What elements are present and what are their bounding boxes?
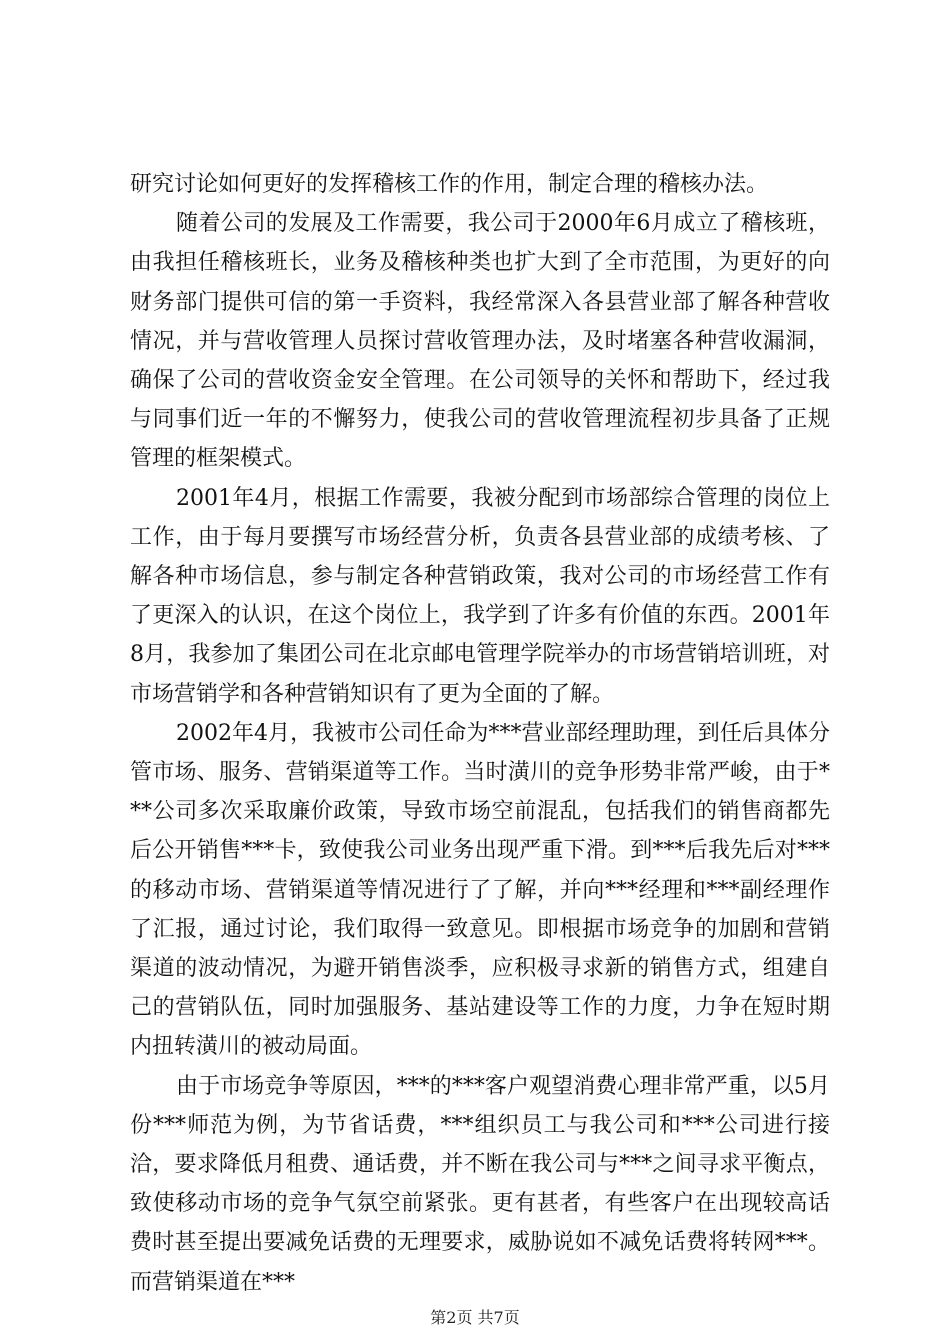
page-number-footer: 第2页 共7页 (430, 1308, 520, 1327)
paragraph-2: 随着公司的发展及工作需要，我公司于2000年6月成立了稽核班，由我担任稽核班长，业务及稽核种类也扩大到了全市范围，为更好的向财务部门提供可信的第一手资料，我经常深入各县营业部了解各种营收情况，并与营收管理人员探讨营收管理办法，及时堵塞各种营收漏洞，确保了公司的营收资金安全管理。在公司领导的关怀和帮助下，经过我与同事们近一年的不懈努力，使我公司的营收管理流程初步具备了正规管理的框架模式。 (130, 211, 830, 472)
paragraph-5: 由于市场竞争等原因，***的***客户观望消费心理非常严重，以5月份***师范为例，为节省话费，***组织员工与我公司和***公司进行接洽，要求降低月租费、通话费，并不断在我公司与***之间寻求平衡点，致使移动市场的竞争气氛空前紧张。更有甚者，有些客户在出现较高话费时甚至提出要减免话费的无理要求，威胁说如不减免话费将转网***。而营销渠道在*** (130, 1073, 830, 1295)
document-body (130, 165, 830, 1302)
paragraph-3: 2001年4月，根据工作需要，我被分配到市场部综合管理的岗位上工作，由于每月要撰写市场经营分析，负责各县营业部的成绩考核、了解各种市场信息，参与制定各种营销政策，我对公司的市场经营工作有了更深入的认识，在这个岗位上，我学到了许多有价值的东西。2001年8月，我参加了集团公司在北京邮电管理学院举办的市场营销培训班，对市场营销学和各种营销知识有了更为全面的了解。 (130, 485, 830, 707)
paragraph-1: 研究讨论如何更好的发挥稽核工作的作用，制定合理的稽核办法。 (130, 172, 769, 197)
paragraph-4: 2002年4月，我被市公司任命为***营业部经理助理，到任后具体分管市场、服务、营销渠道等工作。当时潢川的竞争形势非常严峻，由于***公司多次采取廉价政策，导致市场空前混乱，包括我们的销售商都先后公开销售***卡，致使我公司业务出现严重下滑。到***后我先后对***的移动市场、营销渠道等情况进行了了解，并向***经理和***副经理作了汇报，通过讨论，我们取得一致意见。即根据市场竞争的加剧和营销渠道的波动情况，为避开销售淡季，应积极寻求新的销售方式，组建自己的营销队伍，同时加强服务、基站建设等工作的力度，力争在短时期内扭转潢川的被动局面。 (130, 720, 830, 1060)
